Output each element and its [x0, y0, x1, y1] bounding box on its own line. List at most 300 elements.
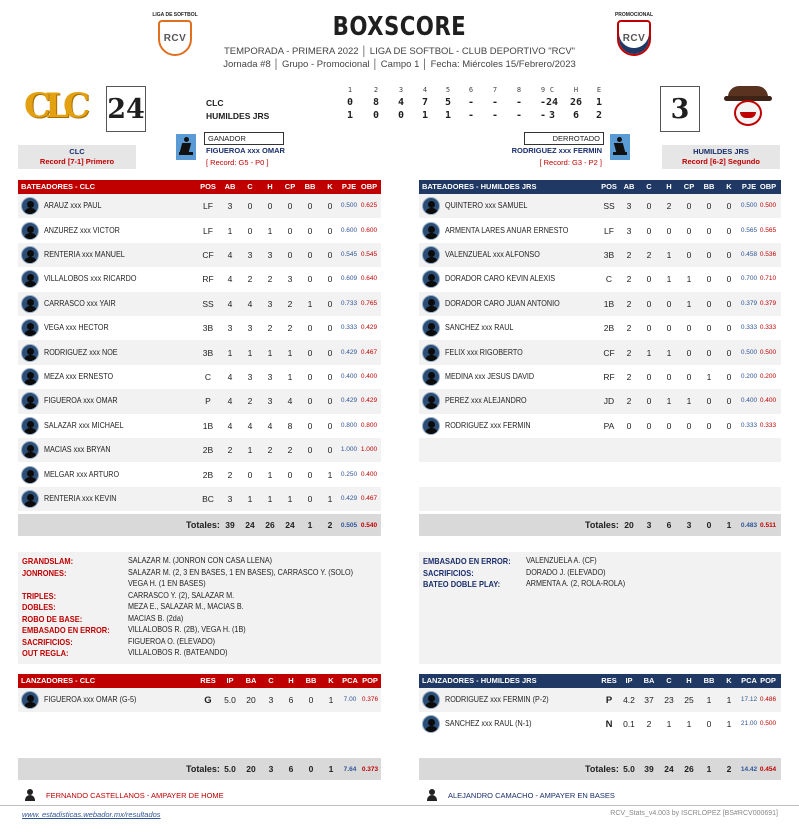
total-cell: 7.64 — [343, 766, 357, 773]
stat-cell: 0 — [327, 347, 333, 358]
inning-header: 2 — [373, 86, 379, 94]
player-name[interactable]: RODRIGUEZ xxx FERMIN — [445, 420, 531, 430]
inning-run: - — [491, 110, 499, 121]
stat-cell: 2 — [666, 201, 672, 212]
inning-run: 1 — [346, 110, 354, 121]
stat-cell: LF — [604, 225, 614, 236]
note-value: ARMENTA A. (2, ROLA-ROLA) — [526, 579, 626, 588]
stat-cell: 0 — [247, 201, 253, 212]
stat-cell: 6 — [288, 695, 294, 705]
stat-cell: 0 — [646, 225, 652, 236]
batter-row — [18, 340, 381, 364]
loser-label: DERROTADO — [524, 132, 604, 145]
stat-cell: 0 — [726, 420, 732, 431]
player-name[interactable]: FIGUEROA xxx OMAR — [44, 396, 118, 406]
column-header: AB — [224, 182, 236, 191]
stat-cell: 2 — [247, 396, 253, 407]
stat-cell: 0 — [327, 420, 333, 431]
stat-cell: 0 — [686, 420, 692, 431]
loser-pitcher-name: RODRIGUEZ xxx FERMIN — [511, 146, 602, 155]
stat-cell: LF — [203, 201, 213, 212]
game-info-line: Jornada #8 │ Grupo - Promocional │ Campo 1 │ Fecha: Miércoles 15/Febrero/2023 — [223, 59, 576, 70]
linescore-total: 3 — [548, 110, 556, 121]
inning-run: 8 — [372, 97, 380, 108]
stat-cell: 0 — [726, 201, 732, 212]
stat-cell: 1 — [666, 274, 672, 285]
stat-cell: 0 — [726, 249, 732, 260]
player-avatar-icon — [21, 319, 39, 337]
stat-cell: 0 — [646, 371, 652, 382]
stat-cell: 3 — [267, 371, 273, 382]
clc-team-logo: CLC — [24, 86, 85, 126]
stat-cell: 2 — [287, 323, 293, 334]
batter-row — [18, 194, 381, 218]
column-header: POP — [362, 676, 378, 685]
column-header: C — [247, 182, 253, 191]
stat-cell: 0.565 — [740, 226, 758, 234]
stat-cell: BC — [202, 493, 214, 504]
column-header: K — [726, 182, 732, 191]
stat-cell: 0.458 — [740, 250, 758, 258]
stat-cell: 0 — [327, 323, 333, 334]
stat-cell: 3 — [626, 225, 632, 236]
inning-header: 4 — [422, 86, 428, 94]
stat-cell: 0 — [327, 298, 333, 309]
player-name[interactable]: ARAUZ xxx PAUL — [44, 201, 102, 211]
logo-text: RCV — [622, 32, 646, 44]
stat-cell: 1 — [247, 445, 253, 456]
player-avatar-icon — [21, 197, 39, 215]
stat-cell: 0 — [267, 201, 273, 212]
stat-cell: 3 — [626, 201, 632, 212]
stat-cell: 0 — [646, 396, 652, 407]
player-name[interactable]: MACIAS xxx BRYAN — [44, 445, 111, 455]
note-value: VEGA H. (1 EN BASES) — [128, 579, 206, 588]
stat-cell: 0.710 — [759, 275, 777, 283]
stat-cell: 1 — [327, 493, 333, 504]
player-avatar-icon — [422, 368, 440, 386]
inning-run: 1 — [421, 110, 429, 121]
stat-cell: 1 — [247, 493, 253, 504]
stat-cell: 1B — [202, 420, 214, 431]
player-name[interactable]: ARMENTA LARES ANUAR ERNESTO — [445, 225, 569, 235]
stat-cell: 0 — [666, 298, 672, 309]
stat-cell: 0.376 — [361, 696, 379, 703]
stat-cell: P — [605, 695, 613, 706]
stat-cell: 1 — [706, 695, 712, 705]
total-cell: 0.505 — [340, 522, 358, 530]
total-cell: 3 — [646, 520, 652, 531]
player-avatar-icon — [21, 222, 39, 240]
linescore-total: 26 — [569, 97, 583, 108]
linescore-total: 2 — [595, 110, 603, 121]
note-value: MACIAS B. (2da) — [128, 613, 184, 623]
player-avatar-icon — [422, 222, 440, 240]
stat-cell: 1 — [686, 298, 692, 309]
inning-run: 0 — [397, 110, 405, 121]
column-header: H — [666, 182, 672, 191]
stat-cell: 0.467 — [360, 494, 378, 502]
player-name[interactable]: FELIX xxx RIGOBERTO — [445, 347, 523, 357]
total-cell: 3 — [686, 520, 692, 531]
season-line: TEMPORADA - PRIMERA 2022 │ LIGA DE SOFTBOL - CLUB DEPORTIVO "RCV" — [223, 46, 576, 57]
stat-cell: 0.640 — [360, 275, 378, 283]
player-name[interactable]: MELGAR xxx ARTURO — [44, 469, 120, 479]
stat-cell: 1 — [247, 347, 253, 358]
batter-row — [419, 365, 781, 389]
stat-cell: 3 — [267, 249, 273, 260]
stat-cell: 1.000 — [360, 446, 378, 454]
stat-cell: 1 — [307, 298, 313, 309]
footer-divider — [0, 805, 799, 806]
inning-header: 6 — [468, 86, 474, 94]
table-header — [419, 180, 781, 194]
player-avatar-icon — [21, 270, 39, 288]
batter-row — [18, 389, 381, 413]
player-name[interactable]: FIGUEROA xxx OMAR (G-5) — [44, 695, 137, 704]
batter-row — [419, 487, 781, 511]
stat-cell: 0 — [706, 225, 712, 236]
stat-cell: CF — [202, 249, 214, 260]
inning-run: - — [515, 97, 523, 108]
player-name[interactable]: VILLALOBOS xxx RICARDO — [44, 274, 137, 284]
away-big-score: 3 — [660, 86, 700, 132]
column-header: RES — [601, 676, 617, 685]
stat-cell: 0 — [307, 201, 313, 212]
stat-cell: 0.333 — [340, 324, 358, 332]
note-key: SACRIFICIOS: — [423, 567, 474, 578]
player-name[interactable]: RENTERIA xxx MANUEL — [44, 249, 125, 259]
player-name[interactable]: MEDINA xxx JESUS DAVID — [445, 371, 535, 381]
inning-header: 5 — [445, 86, 451, 94]
total-cell: 0 — [706, 520, 712, 531]
total-cell: 0.483 — [740, 522, 758, 530]
total-cell: 1 — [706, 764, 712, 774]
stat-cell: 0 — [706, 323, 712, 334]
stat-cell: 0 — [307, 371, 313, 382]
stat-cell: JD — [603, 396, 615, 407]
batter-row — [419, 438, 781, 462]
totals-row — [419, 758, 781, 780]
player-avatar-icon — [21, 466, 39, 484]
stat-cell: 0 — [327, 225, 333, 236]
stat-cell: 0.733 — [340, 299, 358, 307]
stat-cell: 7.00 — [343, 696, 357, 703]
player-name[interactable]: SANCHEZ xxx RAUL — [445, 323, 514, 333]
humildes-team-logo — [726, 86, 770, 130]
pitcher-row — [419, 712, 781, 736]
player-name[interactable]: PEREZ xxx ALEJANDRO — [445, 396, 527, 406]
player-avatar-icon — [422, 246, 440, 264]
stat-cell: 0.609 — [340, 275, 358, 283]
stat-cell: 0 — [706, 420, 712, 431]
inning-header: 3 — [398, 86, 404, 94]
batter-row — [18, 487, 381, 511]
player-avatar-icon — [422, 392, 440, 410]
stat-cell: 3 — [227, 201, 233, 212]
player-avatar-icon — [21, 246, 39, 264]
stat-cell: 0 — [726, 298, 732, 309]
total-cell: 1 — [726, 520, 732, 531]
column-header: BB — [305, 676, 317, 685]
player-name[interactable]: CARRASCO xxx YAIR — [44, 298, 116, 308]
totals-row — [18, 758, 381, 780]
column-header: H — [288, 676, 294, 685]
stat-cell: 0.500 — [740, 202, 758, 210]
total-cell: 1 — [307, 520, 313, 531]
player-name[interactable]: SANCHEZ xxx RAUL (N-1) — [445, 719, 532, 728]
stat-cell: 0 — [686, 201, 692, 212]
stat-cell: 0 — [686, 371, 692, 382]
column-header: PJE — [741, 182, 757, 191]
stat-cell: 2 — [626, 298, 632, 309]
logo-text: RCV — [163, 32, 187, 44]
stat-cell: LF — [203, 225, 213, 236]
umpire-icon — [24, 789, 36, 801]
stat-cell: 0 — [287, 225, 293, 236]
results-link[interactable]: www. estadisticas.webador.mx/resultados — [22, 810, 161, 819]
table-title: LANZADORES - HUMILDES JRS — [422, 676, 537, 685]
stat-cell: 0.765 — [360, 299, 378, 307]
table-title: BATEADORES - HUMILDES JRS — [422, 182, 537, 191]
stat-cell: 0 — [307, 420, 313, 431]
player-avatar-icon — [422, 417, 440, 435]
stat-cell: 0.429 — [340, 397, 358, 405]
batter-row — [419, 267, 781, 291]
stat-cell: 0.536 — [759, 250, 777, 258]
stat-cell: 3 — [268, 695, 274, 705]
stat-cell: RF — [202, 274, 214, 285]
stat-cell: 0.600 — [360, 226, 378, 234]
player-avatar-icon — [21, 392, 39, 410]
stat-cell: 1 — [686, 719, 692, 729]
stat-cell: 3B — [202, 323, 214, 334]
stat-cell: 0 — [686, 347, 692, 358]
stat-cell: 37 — [644, 695, 654, 705]
total-cell: 2 — [726, 764, 732, 774]
notes-home — [18, 552, 381, 664]
stat-cell: 0 — [726, 371, 732, 382]
batter-row — [18, 316, 381, 340]
column-header: OBP — [759, 182, 777, 191]
stat-cell: 2 — [227, 469, 233, 480]
batter-row — [18, 438, 381, 462]
inning-run: - — [467, 110, 475, 121]
player-name[interactable]: MEZA xxx ERNESTO — [44, 371, 114, 381]
player-avatar-icon — [21, 417, 39, 435]
stat-cell: 1B — [603, 298, 615, 309]
note-key: SACRIFICIOS: — [22, 636, 73, 647]
stat-cell: 2 — [646, 719, 652, 729]
inning-run: 1 — [444, 110, 452, 121]
home-team-record: Record [7-1] Primero — [39, 157, 115, 166]
stat-cell: 0.800 — [360, 421, 378, 429]
player-name[interactable]: RODRIGUEZ xxx FERMIN (P-2) — [445, 695, 549, 704]
column-header: H — [686, 676, 692, 685]
column-header: K — [726, 676, 732, 685]
winner-pitcher-record: [ Record: G5 - P0 ] — [206, 158, 269, 167]
total-cell: 2 — [327, 520, 333, 531]
home-team-card — [18, 145, 136, 169]
stat-cell: 20 — [246, 695, 256, 705]
total-cell: 6 — [666, 520, 672, 531]
total-cell: 0.454 — [759, 766, 777, 773]
batter-row — [18, 365, 381, 389]
stat-cell: 0.200 — [740, 372, 758, 380]
stat-cell: 0 — [327, 445, 333, 456]
stat-cell: 0.565 — [759, 226, 777, 234]
total-header: C — [549, 86, 555, 94]
column-header: RES — [200, 676, 216, 685]
inning-header: 7 — [492, 86, 498, 94]
stat-cell: 0 — [646, 274, 652, 285]
player-name[interactable]: ANZUREZ xxx VICTOR — [44, 225, 120, 235]
stat-cell: 0 — [666, 225, 672, 236]
inning-run: 0 — [346, 97, 354, 108]
column-header: PJE — [341, 182, 357, 191]
stat-cell: 2 — [626, 274, 632, 285]
player-name[interactable]: DORADOR CARO KEVIN ALEXIS — [445, 274, 556, 284]
player-name[interactable]: DORADOR CARO JUAN ANTONIO — [445, 298, 560, 308]
stat-cell: CF — [603, 347, 615, 358]
total-cell: 5.0 — [623, 764, 635, 774]
stat-cell: 0.400 — [740, 397, 758, 405]
stat-cell: 4 — [227, 371, 233, 382]
stat-cell: 0.429 — [340, 348, 358, 356]
player-avatar-icon — [21, 295, 39, 313]
umpire-home: FERNANDO CASTELLANOS - AMPAYER DE HOME — [46, 791, 224, 800]
stat-cell: 4 — [247, 420, 253, 431]
stat-cell: 0.429 — [340, 494, 358, 502]
batter-row — [419, 389, 781, 413]
player-avatar-icon — [422, 295, 440, 313]
linescore-total: 6 — [572, 110, 580, 121]
player-avatar-icon — [422, 197, 440, 215]
total-cell: 6 — [288, 764, 294, 774]
stat-cell: 1 — [726, 695, 732, 705]
stat-cell: 3 — [247, 323, 253, 334]
stat-cell: PA — [603, 420, 615, 431]
batter-row — [18, 462, 381, 486]
stat-cell: 0.500 — [340, 202, 358, 210]
stat-cell: 21.00 — [740, 720, 758, 727]
stat-cell: 0.400 — [759, 397, 777, 405]
stat-cell: 0 — [307, 445, 313, 456]
stat-cell: 0.333 — [759, 421, 777, 429]
stat-cell: 0 — [686, 323, 692, 334]
stat-cell: 4 — [287, 396, 293, 407]
stat-cell: 0 — [646, 323, 652, 334]
player-name[interactable]: RODRIGUEZ xxx NOE — [44, 347, 118, 357]
winner-pitcher-name: FIGUEROA xxx OMAR — [206, 146, 285, 155]
inning-header: 8 — [516, 86, 522, 94]
stat-cell: 25 — [684, 695, 694, 705]
stat-cell: C — [204, 371, 212, 382]
batting-table-home — [18, 180, 381, 544]
note-value: MEZA E., SALAZAR M., MACIAS B. — [128, 602, 244, 611]
stat-cell: 2 — [646, 249, 652, 260]
pitcher-row — [18, 712, 381, 736]
note-key: DOBLES: — [22, 602, 56, 612]
loser-pitcher-record: [ Record: G3 - P2 ] — [539, 158, 602, 167]
batter-row — [419, 218, 781, 242]
stat-cell: 1 — [287, 371, 293, 382]
stat-cell: 0 — [327, 396, 333, 407]
umpire-bases: ALEJANDRO CAMACHO - AMPAYER EN BASES — [448, 791, 615, 800]
note-key: TRIPLES: — [22, 590, 57, 601]
player-avatar-icon — [21, 368, 39, 386]
stat-cell: 0.379 — [740, 299, 758, 307]
home-big-score: 24 — [106, 86, 146, 132]
league-logo-caption: LIGA DE SOFTBOL — [152, 12, 198, 18]
stat-cell: 5.0 — [224, 695, 236, 705]
column-header: PCA — [741, 676, 757, 685]
notes-away — [419, 552, 781, 664]
player-name[interactable]: VEGA xxx HECTOR — [44, 323, 109, 333]
stat-cell: 0 — [686, 249, 692, 260]
stat-cell: 0 — [666, 420, 672, 431]
stat-cell: 3 — [247, 371, 253, 382]
total-cell: 24 — [664, 764, 674, 774]
stat-cell: 0 — [646, 201, 652, 212]
totals-label: Totales: — [585, 764, 619, 774]
note-value: VILLALOBOS R. (BATEANDO) — [128, 648, 228, 657]
note-key: BATEO DOBLE PLAY: — [423, 579, 501, 589]
player-avatar-icon — [21, 691, 39, 709]
batting-table-away — [419, 180, 781, 544]
stat-cell: 3 — [267, 396, 273, 407]
stat-cell: N — [605, 719, 613, 730]
stat-cell: 0 — [726, 274, 732, 285]
player-name[interactable]: QUINTERO xxx SAMUEL — [445, 201, 528, 211]
stat-cell: 0 — [247, 469, 253, 480]
total-cell: 0.373 — [361, 766, 379, 773]
column-header: BB — [304, 182, 316, 191]
stat-cell: 0 — [706, 249, 712, 260]
stat-cell: 3 — [227, 323, 233, 334]
batter-row — [419, 316, 781, 340]
stat-cell: 4.2 — [623, 695, 635, 705]
stat-cell: 1.000 — [340, 446, 358, 454]
stat-cell: 0.486 — [759, 696, 777, 703]
stat-cell: 1 — [686, 274, 692, 285]
stat-cell: 3 — [267, 298, 273, 309]
total-cell: 0.511 — [760, 522, 776, 530]
stat-cell: 0 — [646, 298, 652, 309]
stat-cell: 0 — [307, 249, 313, 260]
player-avatar-icon — [21, 344, 39, 362]
stat-cell: 4 — [247, 298, 253, 309]
player-name[interactable]: SALAZAR xxx MICHAEL — [44, 420, 124, 430]
batter-row — [18, 414, 381, 438]
stat-cell: 0.379 — [759, 299, 777, 307]
stat-cell: 0 — [247, 225, 253, 236]
stat-cell: 1 — [287, 347, 293, 358]
stat-cell: 2 — [287, 445, 293, 456]
stat-cell: 4 — [227, 396, 233, 407]
player-avatar-icon — [422, 319, 440, 337]
stat-cell: 3 — [227, 493, 233, 504]
note-value: SALAZAR M. (2, 3 EN BASES, 1 EN BASES), CARRASCO Y. (SOLO) — [128, 567, 354, 577]
batter-row — [18, 267, 381, 291]
batter-row — [419, 340, 781, 364]
stat-cell: 0 — [307, 493, 313, 504]
stat-cell: 0 — [726, 396, 732, 407]
player-name[interactable]: RENTERIA xxx KEVIN — [44, 493, 117, 503]
stat-cell: C — [605, 274, 613, 285]
player-name[interactable]: VALENZUEAL xxx ALFONSO — [445, 249, 540, 259]
stat-cell: 0 — [287, 249, 293, 260]
